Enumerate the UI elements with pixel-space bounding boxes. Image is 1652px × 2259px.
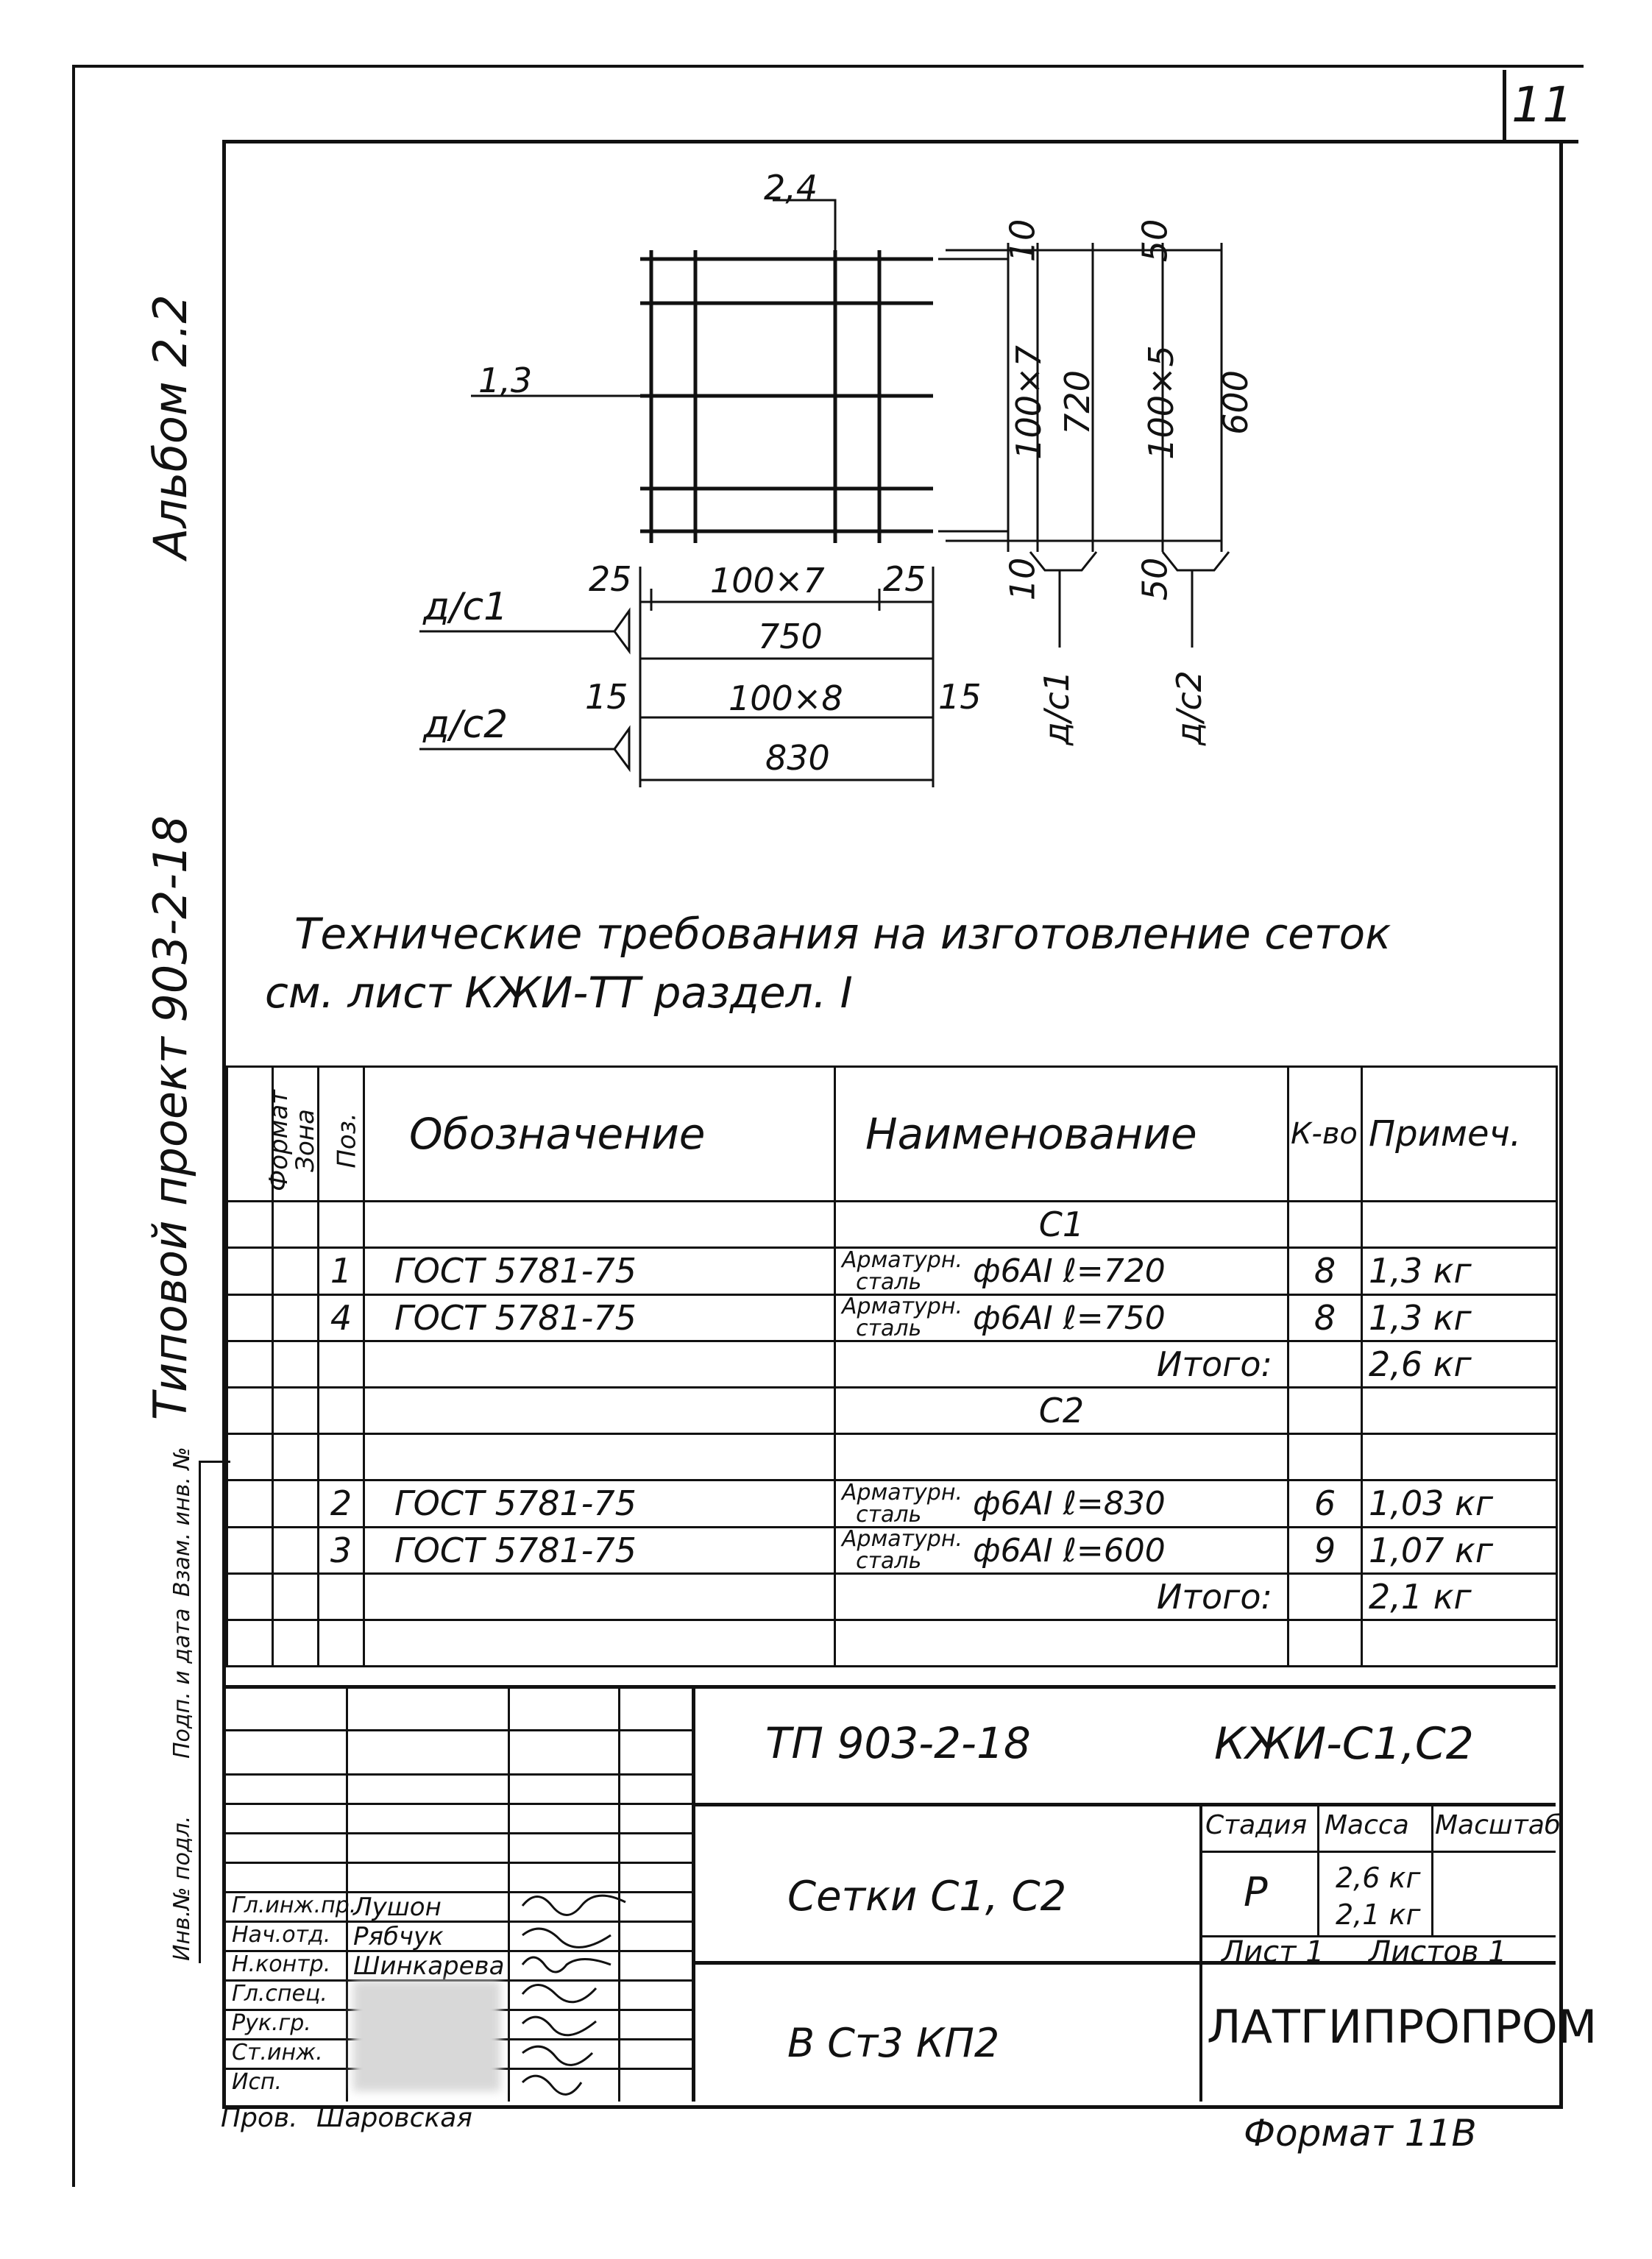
- table-row: [227, 1248, 1557, 1295]
- dim-v10b: 10: [1002, 557, 1043, 601]
- group-c1: С1: [835, 1202, 1288, 1248]
- signer-role: Гл.спец.: [232, 1981, 327, 2007]
- signature-4: [522, 1985, 596, 2002]
- row-name: Арматурн. сталь ф6АI ℓ=750: [835, 1294, 1288, 1341]
- total-label-c1: Итого:: [835, 1341, 1288, 1388]
- checked-name: Шаровская: [316, 2103, 472, 2133]
- row-name: Арматурн. сталь ф6АI ℓ=600: [835, 1527, 1288, 1574]
- header-name: Наименование: [835, 1067, 1288, 1202]
- sheet-format: Формат 11В: [1244, 2112, 1477, 2155]
- specification-table: [226, 1065, 1558, 1667]
- dim-v100x7: 100×7: [1008, 345, 1049, 460]
- leader-2-4: [773, 200, 835, 259]
- header-format: Формат: [227, 1067, 273, 1202]
- dim-v50b: 50: [1135, 557, 1175, 601]
- header-qty: К-во: [1288, 1067, 1362, 1202]
- dim-2-4: 2,4: [764, 168, 818, 208]
- label-dc2: д/с2: [423, 703, 508, 747]
- blurred-names: [353, 1981, 500, 2091]
- material: В Ст3 КП2: [787, 2020, 1000, 2066]
- dim-h100x8: 100×8: [728, 678, 843, 718]
- stage-label: Стадия: [1205, 1810, 1308, 1840]
- label-dc1-vertical: д/с1: [1036, 670, 1077, 745]
- dim-v10a: 10: [1002, 219, 1043, 263]
- signer-role: Ст.инж.: [232, 2040, 323, 2065]
- dim-h15b: 15: [938, 677, 982, 717]
- row-pos: 2: [319, 1480, 364, 1528]
- total-c2: 2,1 кг: [1362, 1574, 1557, 1620]
- requirements-line-2: см. лист КЖИ-ТТ раздел. I: [265, 968, 853, 1018]
- stamp-label-inv: Инв.№ подл.: [169, 1815, 195, 1961]
- spec-header-row: [227, 1067, 1557, 1202]
- dim-h750: 750: [758, 617, 823, 656]
- signer-role: Исп.: [232, 2069, 283, 2095]
- signature-1: [522, 1895, 625, 1915]
- sheet-label: Лист 1: [1222, 1935, 1325, 1969]
- scale-label: Масштаб: [1435, 1810, 1561, 1840]
- dim-h25b: 25: [883, 559, 926, 599]
- row-note: 1,3 кг: [1362, 1294, 1557, 1341]
- row-designation: ГОСТ 5781-75: [364, 1294, 835, 1341]
- signer-name: Лушон: [353, 1893, 442, 1922]
- organization: ЛАТГИПРОПРОМ: [1207, 2000, 1598, 2054]
- row-qty: 6: [1288, 1480, 1362, 1528]
- stamp-label-sign: Подп. и дата: [169, 1608, 195, 1759]
- signature-5: [522, 2017, 596, 2035]
- total-label-c2: Итого:: [835, 1574, 1288, 1620]
- checked-label: Пров.: [221, 2103, 298, 2133]
- signatures: [508, 1884, 692, 2097]
- header-note: Примеч.: [1362, 1067, 1557, 1202]
- signature-7: [522, 2076, 581, 2094]
- signature-2: [522, 1929, 611, 1947]
- table-row: [227, 1294, 1557, 1341]
- drawing-mark: КЖИ-С1,С2: [1214, 1718, 1474, 1770]
- signer-name: Рябчук: [353, 1922, 444, 1951]
- dim-h830: 830: [765, 738, 830, 778]
- signer-role: Н.контр.: [232, 1951, 331, 1977]
- requirements-line-1: Технические требования на изготовление сеток: [294, 909, 1392, 959]
- group-c2: С2: [835, 1388, 1288, 1434]
- total-c1: 2,6 кг: [1362, 1341, 1557, 1388]
- signature-3: [522, 1957, 611, 1972]
- label-dc2-vertical: д/с2: [1169, 670, 1209, 745]
- table-row: [227, 1388, 1557, 1434]
- project-label: Типовой проект 903-2-18: [143, 815, 197, 1420]
- header-designation: Обозначение: [364, 1067, 835, 1202]
- dim-v720: 720: [1057, 370, 1097, 435]
- signer-role: Гл.инж.пр.: [232, 1893, 357, 1918]
- row-pos: 4: [319, 1294, 364, 1341]
- dim-1-3: 1,3: [478, 361, 533, 400]
- signer-role: Нач.отд.: [232, 1922, 331, 1948]
- mass-label: Масса: [1325, 1810, 1409, 1840]
- mass-value-1: 2,6 кг: [1336, 1862, 1421, 1894]
- dim-v50a: 50: [1135, 219, 1175, 263]
- mass-value-2: 2,1 кг: [1336, 1898, 1421, 1931]
- row-qty: 8: [1288, 1248, 1362, 1295]
- sheet-number: 11: [1503, 70, 1578, 143]
- header-zone: Зона: [273, 1067, 319, 1202]
- mesh-drawing: [0, 0, 1652, 920]
- row-note: 1,07 кг: [1362, 1527, 1557, 1574]
- label-dc1: д/с1: [423, 585, 508, 629]
- dim-v100x5: 100×5: [1141, 345, 1181, 460]
- row-name: Арматурн. сталь ф6АI ℓ=720: [835, 1248, 1288, 1295]
- sheets-label: Листов 1: [1369, 1935, 1507, 1969]
- signer-role: Рук.гр.: [232, 2010, 311, 2036]
- header-pos: Поз.: [319, 1067, 364, 1202]
- signer-name: Шинкарева: [353, 1951, 505, 1981]
- signature-6: [522, 2046, 592, 2065]
- row-pos: 1: [319, 1248, 364, 1295]
- table-row: [227, 1480, 1557, 1528]
- dim-h25a: 25: [589, 559, 632, 599]
- stage-value: Р: [1244, 1869, 1268, 1915]
- row-note: 1,3 кг: [1362, 1248, 1557, 1295]
- stamp-label-replace: Взам. инв. №: [169, 1447, 195, 1597]
- row-name: Арматурн. сталь ф6АI ℓ=830: [835, 1480, 1288, 1528]
- row-designation: ГОСТ 5781-75: [364, 1480, 835, 1528]
- row-pos: 3: [319, 1527, 364, 1574]
- row-qty: 9: [1288, 1527, 1362, 1574]
- row-designation: ГОСТ 5781-75: [364, 1248, 835, 1295]
- table-row: [227, 1341, 1557, 1388]
- dim-h15a: 15: [585, 677, 628, 717]
- album-label: Альбом 2.2: [143, 294, 197, 559]
- table-row: [227, 1574, 1557, 1620]
- table-row: [227, 1620, 1557, 1667]
- project-code: ТП 903-2-18: [765, 1718, 1031, 1768]
- drawing-title: Сетки С1, С2: [787, 1873, 1067, 1921]
- row-qty: 8: [1288, 1294, 1362, 1341]
- dim-v600: 600: [1215, 370, 1255, 435]
- row-note: 1,03 кг: [1362, 1480, 1557, 1528]
- table-row: [227, 1202, 1557, 1248]
- table-row: [227, 1434, 1557, 1480]
- dim-h100x7: 100×7: [710, 561, 825, 600]
- table-row: [227, 1527, 1557, 1574]
- row-designation: ГОСТ 5781-75: [364, 1527, 835, 1574]
